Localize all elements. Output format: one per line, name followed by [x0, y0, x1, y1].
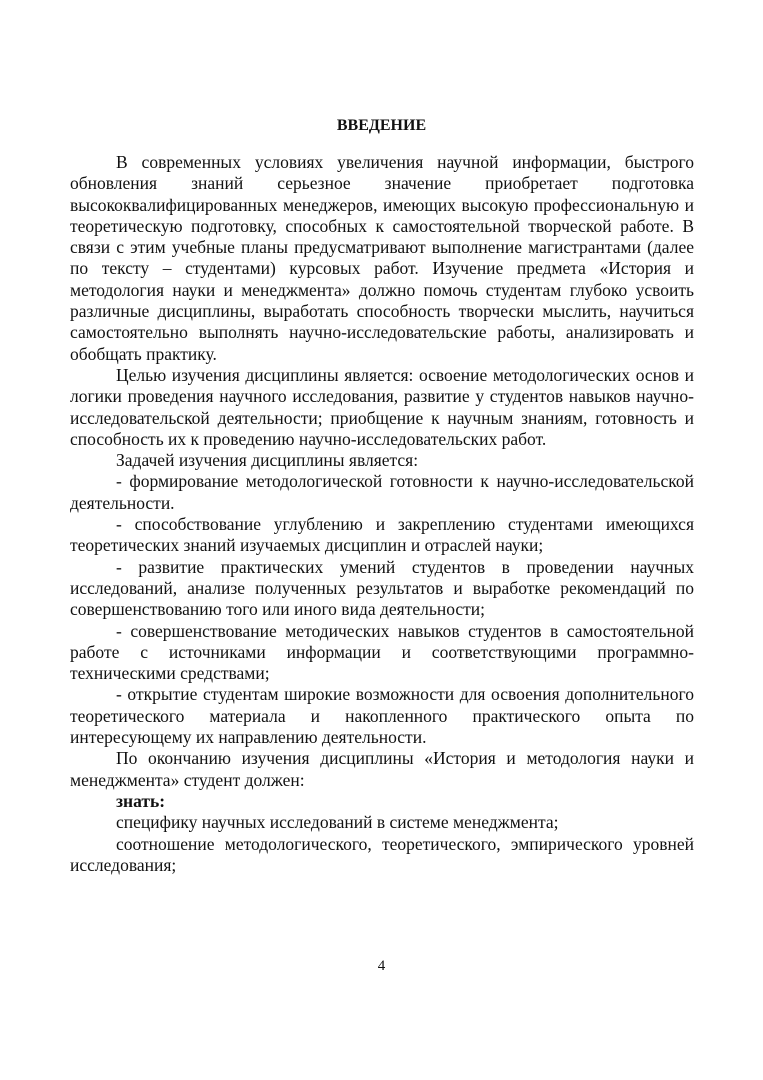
task-item: - способствование углублению и закреплению студентами имеющихся теоретических знаний изучаемых дисциплин и отраслей науки;	[70, 514, 694, 556]
know-item: специфику научных исследований в системе менеджмента;	[116, 812, 559, 833]
page-title: ВВЕДЕНИЕ	[336, 117, 427, 134]
paragraph-intro: В современных условиях увеличения научной информации, быстрого обновления знаний серьезное значение приобретает подготовка высококвалифицированных менеджеров, имеющих высокую профессиональную и теоретическую подготовку, способных к самостоятельной творческой работе. В связи с этим учебные планы предусматривают выполнение магистрантами (далее по тексту – студентами) курсовых работ. Изучение предмета «История и методология науки и менеджмента» должно помочь студентам глубоко усвоить различные дисциплины, выработать способность творчески мыслить, научиться самостоятельно выполнять научно-исследовательские работы, анализировать и обобщать практику.	[70, 152, 694, 364]
task-item: - открытие студентам широкие возможности для освоения дополнительного теоретического материала и накопленного практического опыта по интересующему их направлению деятельности.	[70, 684, 694, 748]
paragraph-goal: Целью изучения дисциплины является: освоение методологических основ и логики проведения научного исследования, развитие у студентов навыков научно-исследовательской деятельности; приобщение к научным знаниям, готовность и способность их к проведению научно-исследовательских работ.	[70, 364, 694, 449]
body-text	[70, 152, 694, 876]
know-item: соотношение методологического, теоретического, эмпирического уровней исследования;	[70, 833, 694, 875]
task-item: - совершенствование методических навыков студентов в самостоятельной работе с источниками информации и соответствующими программно-техническими средствами;	[70, 620, 694, 684]
page-number: 4	[377, 958, 386, 974]
task-item: - формирование методологической готовности к научно-исследовательской деятельности.	[70, 471, 694, 513]
paragraph-outcome: По окончанию изучения дисциплины «История и методология науки и менеджмента» студент должен:	[70, 748, 694, 790]
paragraph-tasks-heading: Задачей изучения дисциплины является:	[116, 450, 419, 471]
know-label: знать:	[116, 790, 166, 811]
task-item: - развитие практических умений студентов в проведении научных исследований, анализе полученных результатов и выработке рекомендаций по совершенствованию того или иного вида деятельности;	[70, 556, 694, 620]
